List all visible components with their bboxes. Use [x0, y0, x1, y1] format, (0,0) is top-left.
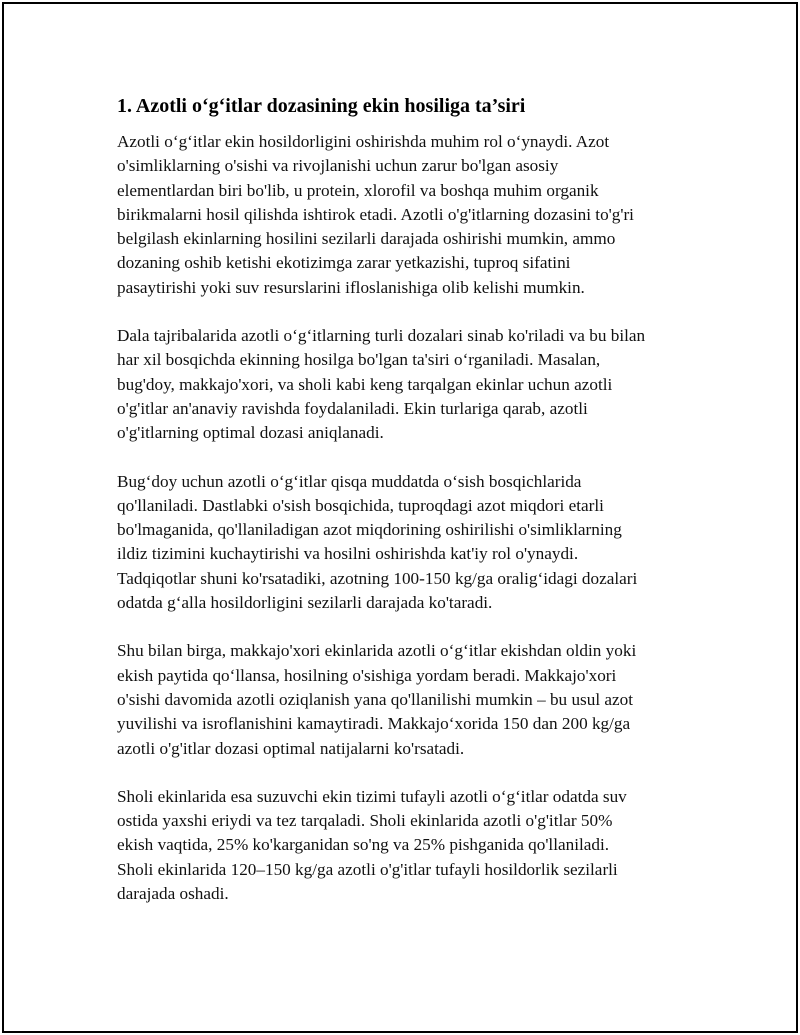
paragraph-wheat: Bug‘doy uchun azotli o‘g‘itlar qisqa muddatda o‘sish bosqichlarida qo'llaniladi. Dastlabki o'sish bosqichida, tuproqdagi azot miqdori etarli bo'lmaganida, qo'llaniladigan azot miqdorining oshirilishi o'simliklarning ildiz tizimini kuchaytirishi va hosilni oshirishda kat'iy rol o'ynaydi. Tadqiqotlar shuni ko'rsatadiki, azotning 100-150 kg/ga oralig‘idagi dozalari odatda g‘alla hosildorligini sezilarli darajada ko'taradi. [117, 471, 638, 613]
paragraph-maize: Shu bilan birga, makkajo'xori ekinlarida azotli o‘g‘itlar ekishdan oldin yoki ekish paytida qo‘llansa, hosilning o'sishiga yordam beradi. Makkajo'xori o'sishi davomida azotli oziqlanish yana qo'llanilishi mumkin – bu usul azot yuvilishi va isroflanishini kamaytiradi. Makkajo‘xorida 150 dan 200 kg/ga azotli o'g'itlar dozasi optimal natijalarni ko'rsatadi. [117, 641, 637, 758]
section-title: 1. Azotli o‘g‘itlar dozasining ekin hosiliga ta’siri [117, 95, 526, 117]
paragraph-field-trials: Dala tajribalarida azotli o‘g‘itlarning turli dozalari sinab ko'riladi va bu bilan har xil bosqichda ekinning hosilga bo'lgan ta'siri o‘rganiladi. Masalan, bug'doy, makkajo'xori, va sholi kabi keng tarqalgan ekinlar uchun azotli o'g'itlar an'anaviy ravishda foydalaniladi. Ekin turlariga qarab, azotli o'g'itlarning optimal dozasi aniqlanadi. [117, 326, 646, 443]
paragraph-rice: Sholi ekinlarida esa suzuvchi ekin tizimi tufayli azotli o‘g‘itlar odatda suv ostida yaxshi eriydi va tez tarqaladi. Sholi ekinlarida azotli o'g'itlar 50% ekish vaqtida, 25% ko'karganidan so'ng va 25% pishganida qo'llaniladi. Sholi ekinlarida 120–150 kg/ga azotli o'g'itlar tufayli hosildorlik sezilarli darajada oshadi. [117, 786, 627, 904]
document-body [117, 92, 687, 930]
paragraph-nitrogen-role: Azotli o‘g‘itlar ekin hosildorligini oshirishda muhim rol o‘ynaydi. Azot o'simliklarning o'sishi va rivojlanishi uchun zarur bo'lgan asosiy elementlardan biri bo'lib, u protein, xlorofil va boshqa muhim organik birikmalarni hosil qilishda ishtirok etadi. Azotli o'g'itlarning dozasini to'g'ri belgilash ekinlarning hosilini sezilarli darajada oshirishi mumkin, ammo dozaning oshib ketishi ekotizimga zarar yetkazishi, tuproq sifatini pasaytirishi yoki suv resurslarini ifloslanishiga olib kelishi mumkin. [117, 132, 634, 297]
